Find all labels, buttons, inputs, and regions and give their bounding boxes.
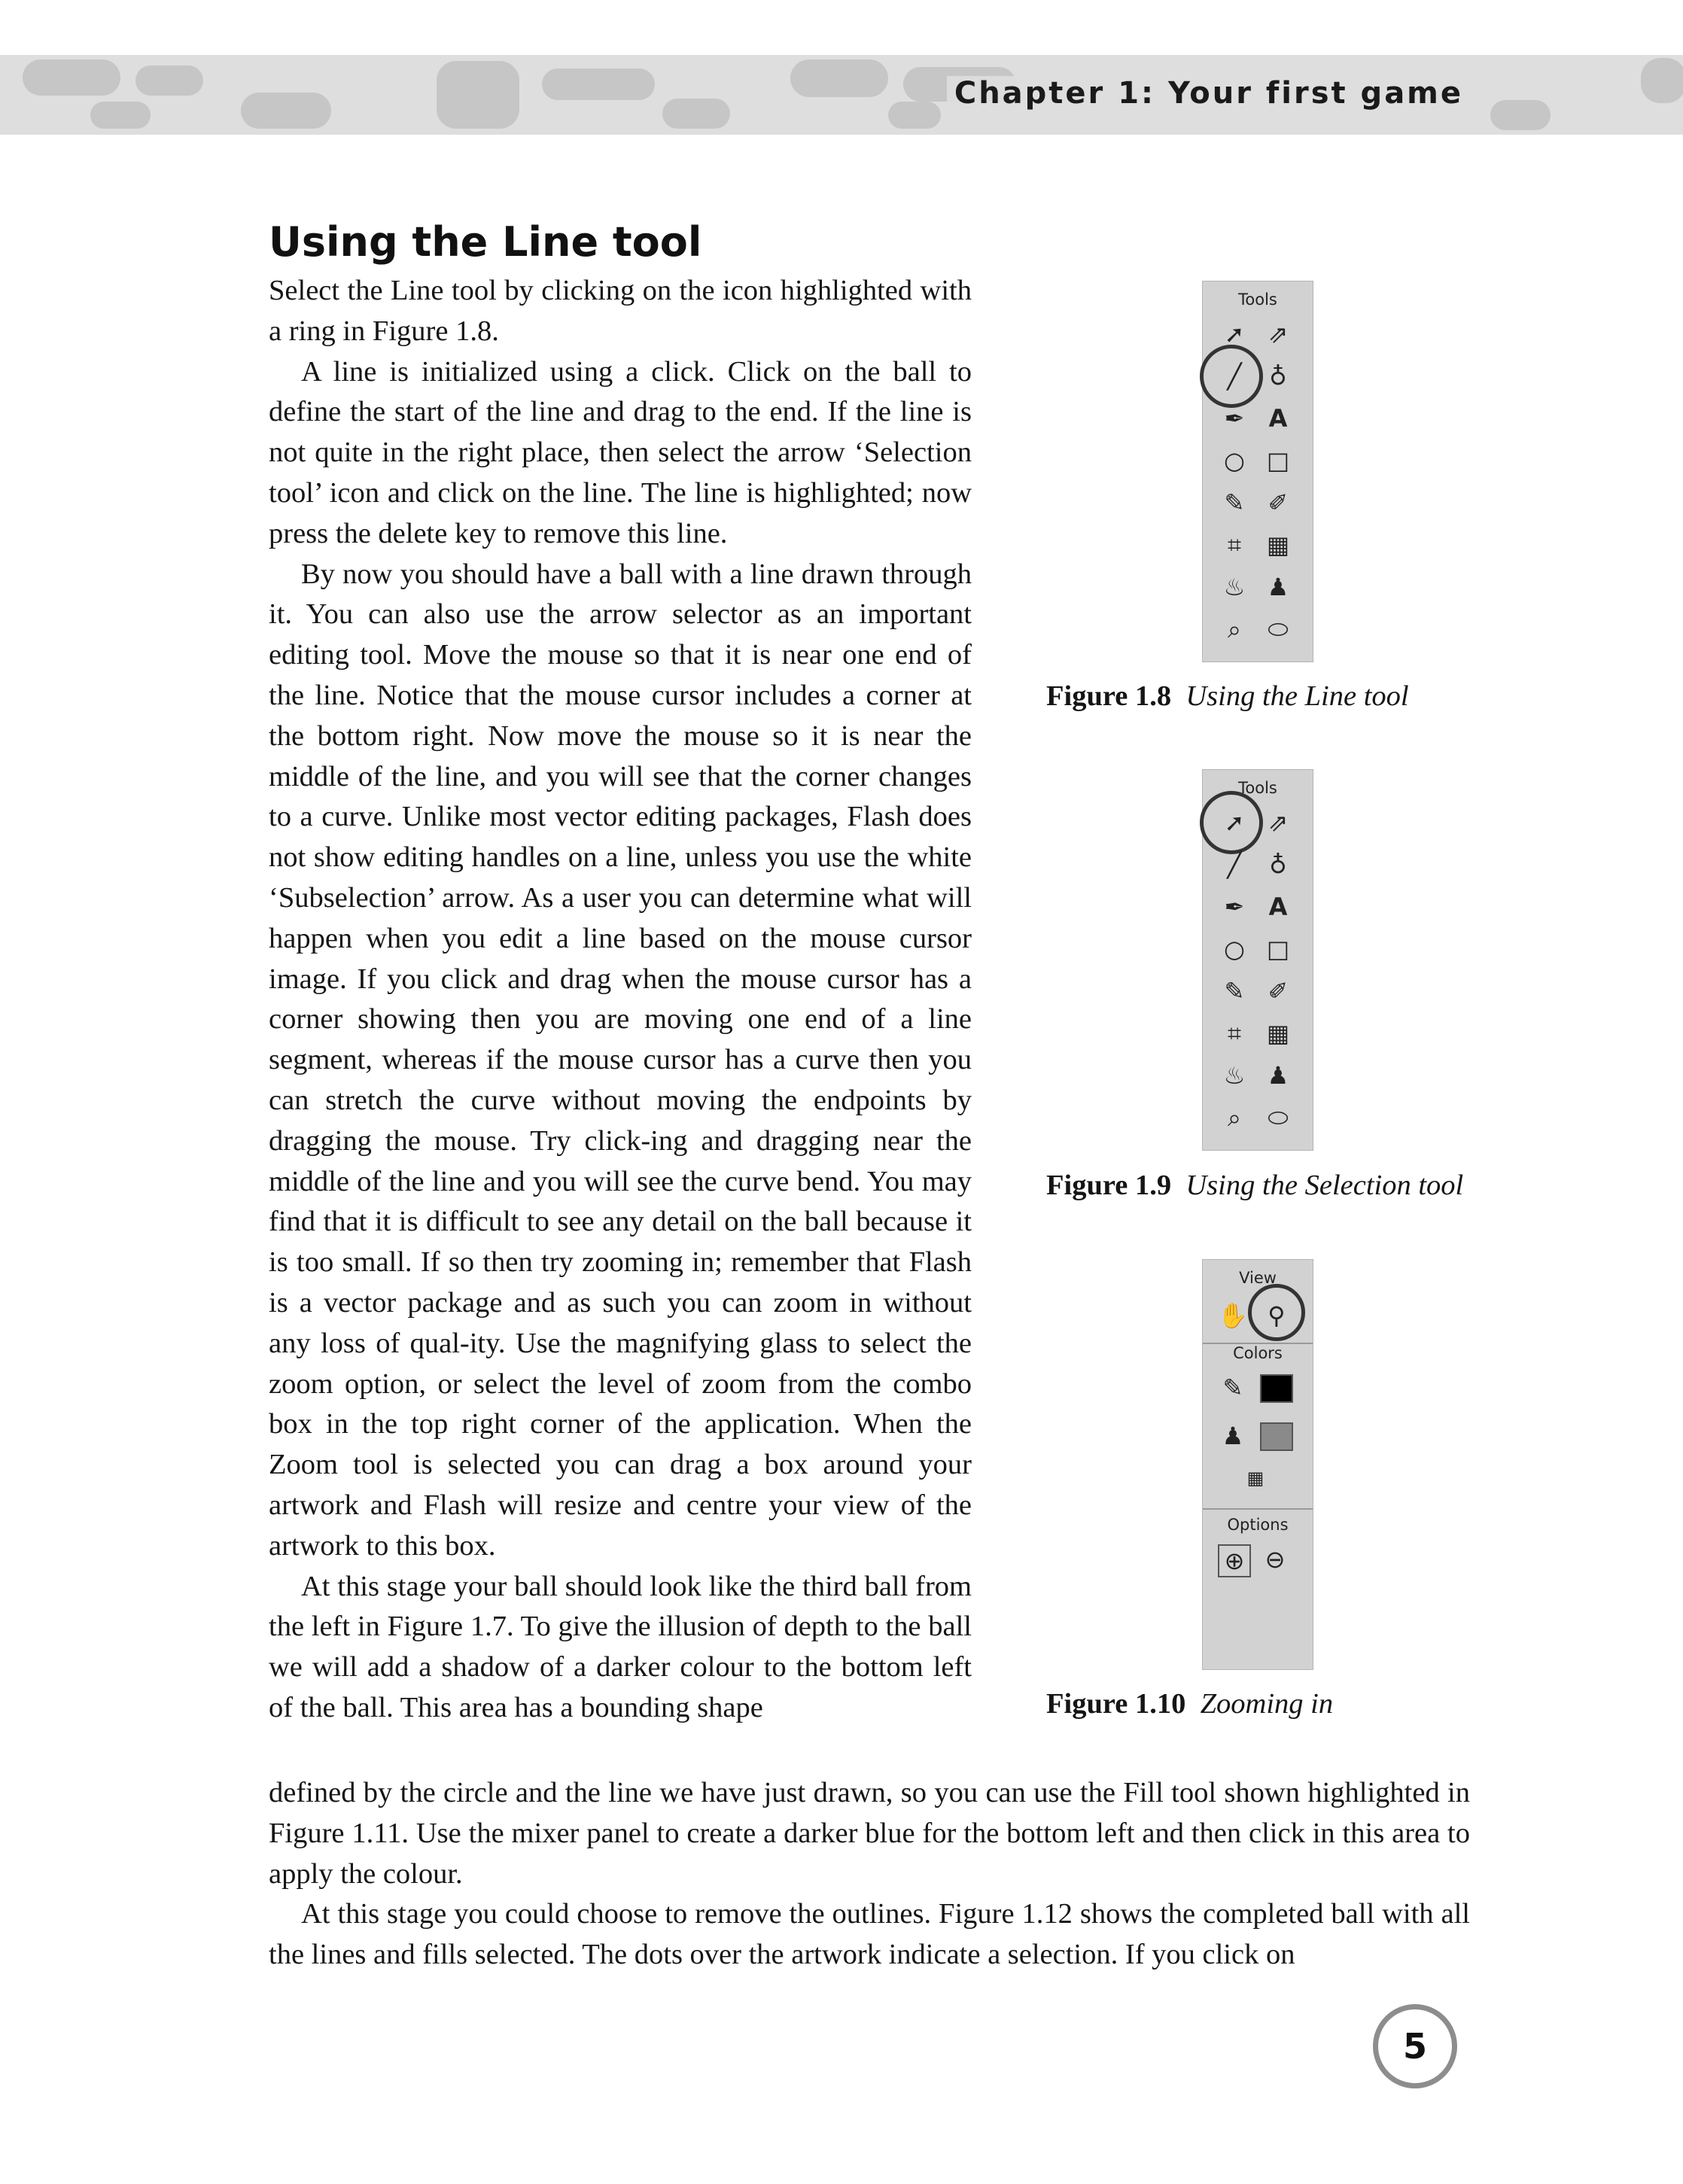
ink-bottle-icon[interactable]: ♨ <box>1223 573 1246 601</box>
paragraph: A line is initialized using a click. Click on the ball to define the start of the line and drag to the end. If the line is not quite in the right place, then select the arrow ‘Selection tool’ icon and click on the line. The line is highlighted; now press the delete key to remove this line. <box>269 355 972 549</box>
panel-title: Tools <box>1238 290 1277 309</box>
lasso-icon[interactable]: ♁ <box>1269 850 1287 879</box>
paragraph: defined by the circle and the line we have just drawn, so you can use the Fill tool shown highlighted in Figure 1.11. Use the mixer panel to create a darker blue for the bottom left and then click in this area to apply the colour. <box>269 1777 1470 1890</box>
stroke-color-icon[interactable]: ✎ <box>1222 1373 1243 1402</box>
panel-title-options: Options <box>1227 1516 1289 1534</box>
figure-number: Figure 1.10 <box>1046 1688 1186 1720</box>
subselect-icon[interactable]: ⇗ <box>1268 320 1289 348</box>
paragraph: Select the Line tool by clicking on the icon highlighted with a ring in Figure 1.8. <box>269 275 972 347</box>
decorative-blot <box>888 102 941 129</box>
fill-color-swatch[interactable] <box>1260 1422 1293 1451</box>
line-icon[interactable]: ╱ <box>1227 850 1242 879</box>
figure-caption-text: Using the Line tool <box>1185 680 1409 712</box>
ink-bottle-icon[interactable]: ♨ <box>1223 1061 1246 1090</box>
pen-icon[interactable]: ✒ <box>1224 893 1245 921</box>
oval-icon[interactable]: ○ <box>1224 446 1245 475</box>
body-full-width <box>269 1773 1470 1976</box>
figure-number: Figure 1.8 <box>1046 680 1172 712</box>
text-icon[interactable]: A <box>1268 404 1288 433</box>
zoom-in-icon[interactable]: ⊕ <box>1218 1544 1251 1577</box>
fill-color-icon[interactable]: ♟ <box>1222 1422 1244 1450</box>
figure-caption-text: Zooming in <box>1200 1688 1334 1720</box>
page-number: 5 <box>1373 2004 1457 2088</box>
tools-panel-figure-1-9 <box>1202 769 1313 1151</box>
panel-title-colors: Colors <box>1233 1344 1283 1362</box>
decorative-blot <box>1490 100 1551 130</box>
pen-icon[interactable]: ✒ <box>1224 404 1245 433</box>
panel-title-view: View <box>1239 1269 1277 1287</box>
decorative-blot <box>662 99 730 129</box>
fill-transform-icon[interactable]: ▦ <box>1266 531 1290 559</box>
eyedropper-icon[interactable]: ⌕ <box>1228 1103 1241 1132</box>
eyedropper-icon[interactable]: ⌕ <box>1228 615 1241 643</box>
highlight-ring <box>1248 1284 1305 1341</box>
paragraph: By now you should have a ball with a line drawn through it. You can also use the arrow selector as an important editing tool. Move the mouse so that it is near one end of the line. Notice that the mouse cursor includes a corner at the bottom right. Now move the mouse so it is near the middle of the line, and you will see that the corner changes to a curve. Unlike most vector editing packages, Flash does not show editing handles on a line, unless you use the white ‘Subselection’ arrow. As a user you can determine what will happen when you edit a line based on the mouse cursor image. If you click and drag when the mouse cursor has a corner showing then you are moving one end of a line segment, whereas if the mouse cursor has a curve then you can stretch the curve without moving the endpoints by dragging the mouse. Try click-ing and dragging near the middle of the line and you will see the curve bend. You may find that it is difficult to see any detail on the ball because it is too small. If so then try zooming in; remember that Flash is a vector package and as such you can zoom in without any loss of qual-ity. Use the magnifying glass to select the zoom option, or select the level of zoom from the combo box in the top right corner of the application. When the Zoom tool is selected you can drag a box around your artwork and Flash will resize and centre your view of the artwork to this box. <box>269 558 972 1562</box>
figure-caption <box>1046 1687 1333 1720</box>
subselect-icon[interactable]: ⇗ <box>1268 808 1289 837</box>
section-heading: Using the Line tool <box>269 218 702 266</box>
decorative-blot <box>90 102 151 129</box>
paint-bucket-icon[interactable]: ♟ <box>1267 1061 1289 1090</box>
zoom-out-icon[interactable]: ⊖ <box>1265 1545 1286 1574</box>
figure-caption-text: Using the Selection tool <box>1185 1170 1464 1201</box>
highlight-ring <box>1200 345 1263 408</box>
free-transform-icon[interactable]: ⌗ <box>1227 531 1242 559</box>
eraser-icon[interactable]: ⬭ <box>1268 615 1289 643</box>
decorative-blot <box>241 93 331 129</box>
figure-caption <box>1046 680 1409 713</box>
stroke-color-swatch[interactable] <box>1260 1374 1293 1403</box>
body-column <box>269 271 972 1729</box>
arrow-icon[interactable]: ➚ <box>1224 808 1245 837</box>
rectangle-icon[interactable]: □ <box>1266 935 1290 963</box>
swap-colors-icon[interactable]: ▦ <box>1246 1468 1265 1489</box>
rectangle-icon[interactable]: □ <box>1266 446 1290 475</box>
pencil-icon[interactable]: ✎ <box>1224 977 1245 1005</box>
hand-icon[interactable]: ✋ <box>1218 1301 1248 1330</box>
decorative-blot <box>437 61 519 129</box>
decorative-blot <box>790 59 888 97</box>
free-transform-icon[interactable]: ⌗ <box>1227 1019 1242 1048</box>
text-icon[interactable]: A <box>1268 893 1288 921</box>
pencil-icon[interactable]: ✎ <box>1224 488 1245 517</box>
divider <box>1203 1508 1313 1510</box>
tools-panel-figure-1-8 <box>1202 281 1313 662</box>
lasso-icon[interactable]: ♁ <box>1269 362 1287 391</box>
view-panel-figure-1-10 <box>1202 1259 1313 1670</box>
header-band <box>0 55 1683 135</box>
brush-icon[interactable]: ✐ <box>1268 488 1289 517</box>
figure-caption <box>1046 1169 1463 1202</box>
fill-transform-icon[interactable]: ▦ <box>1266 1019 1290 1048</box>
highlight-ring <box>1200 791 1263 854</box>
decorative-blot <box>23 59 120 96</box>
paint-bucket-icon[interactable]: ♟ <box>1267 573 1289 601</box>
panel-title: Tools <box>1238 779 1277 797</box>
zoom-icon[interactable]: ⚲ <box>1268 1301 1286 1330</box>
paragraph: At this stage your ball should look like the third ball from the left in Figure 1.7. To give the illusion of depth to the ball we will add a shadow of a darker colour to the bottom left of the ball. This area has a bounding shape <box>269 1570 972 1723</box>
arrow-icon[interactable]: ➚ <box>1224 320 1245 348</box>
decorative-blot <box>1641 58 1683 103</box>
decorative-blot <box>542 68 655 100</box>
chapter-title: Chapter 1: Your first game <box>947 76 1471 111</box>
brush-icon[interactable]: ✐ <box>1268 977 1289 1005</box>
eraser-icon[interactable]: ⬭ <box>1268 1103 1289 1132</box>
line-icon[interactable]: ╱ <box>1227 362 1242 391</box>
decorative-blot <box>135 65 203 96</box>
oval-icon[interactable]: ○ <box>1224 935 1245 963</box>
figure-number: Figure 1.9 <box>1046 1170 1172 1201</box>
paragraph: At this stage you could choose to remove the outlines. Figure 1.12 shows the completed ball with all the lines and fills selected. The dots over the artwork indicate a selection. If you click on <box>269 1898 1470 1971</box>
